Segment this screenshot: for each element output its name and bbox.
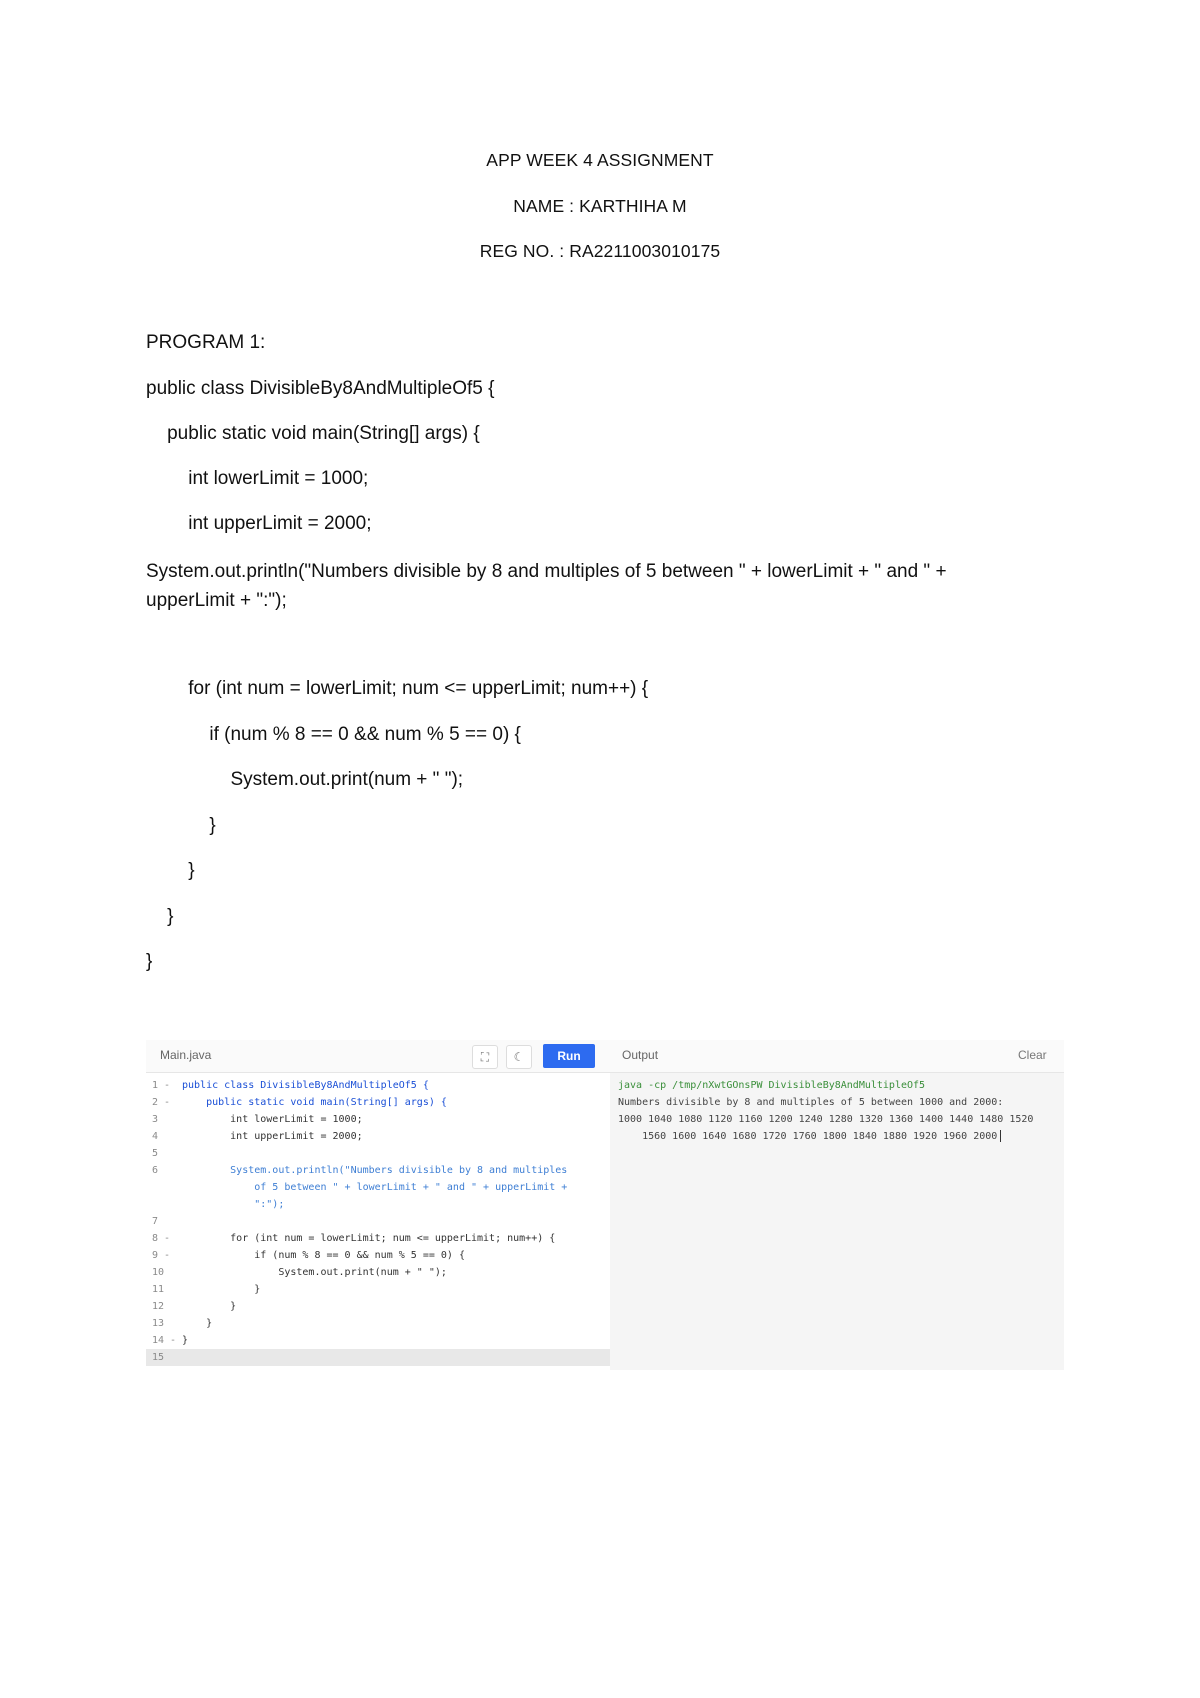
editor-line: 9 - if (num % 8 == 0 && num % 5 == 0) { — [152, 1250, 465, 1261]
editor-line-active: 15 — [146, 1349, 610, 1366]
editor-tab-title[interactable]: Main.java — [160, 1048, 212, 1062]
editor-line: 13 } — [152, 1318, 213, 1329]
ide-toolbar — [146, 1040, 1064, 1073]
output-title: Output — [622, 1048, 659, 1062]
editor-line: 1 - public class DivisibleBy8AndMultipleOf5 { — [152, 1080, 429, 1091]
code-line-10: } — [146, 860, 195, 881]
output-line: 1000 1040 1080 1120 1160 1200 1240 1280 1320 1360 1400 1440 1480 1520 — [618, 1114, 1034, 1125]
text-cursor — [1000, 1130, 1001, 1142]
output-command: java -cp /tmp/nXwtGOnsPW DivisibleBy8AndMultipleOf5 — [618, 1080, 926, 1091]
moon-icon[interactable]: ☾ — [506, 1045, 532, 1069]
code-line-11: } — [146, 906, 174, 927]
code-line-5: System.out.println("Numbers divisible by 8 and multiples of 5 between " + lowerLimit + " and " + upperLimit + ":"); — [146, 561, 947, 611]
student-name: NAME : KARTHIHA M — [513, 196, 687, 216]
ide-screenshot — [146, 1040, 1064, 1370]
code-line-3: int lowerLimit = 1000; — [146, 468, 369, 489]
editor-line: 14 - } — [152, 1335, 189, 1346]
editor-line: 10 System.out.print(num + " "); — [152, 1267, 447, 1278]
code-line-9: } — [146, 815, 216, 836]
code-line-4: int upperLimit = 2000; — [146, 513, 372, 534]
editor-line: 5 — [152, 1148, 159, 1159]
code-line-7: if (num % 8 == 0 && num % 5 == 0) { — [146, 724, 521, 745]
code-line-6: for (int num = lowerLimit; num <= upperLimit; num++) { — [146, 678, 649, 699]
editor-line: 6 System.out.println("Numbers divisible by 8 and multiples — [152, 1165, 568, 1176]
reg-number: REG NO. : RA2211003010175 — [479, 241, 721, 261]
code-line-12: } — [146, 951, 153, 972]
program-label: PROGRAM 1: — [146, 332, 266, 353]
doc-title: APP WEEK 4 ASSIGNMENT — [486, 150, 714, 170]
code-line-8: System.out.print(num + " "); — [146, 769, 464, 790]
output-panel — [610, 1073, 1064, 1370]
code-line-1: public class DivisibleBy8AndMultipleOf5 { — [146, 378, 495, 399]
editor-line: 4 int upperLimit = 2000; — [152, 1131, 363, 1142]
code-line-2: public static void main(String[] args) { — [146, 423, 480, 444]
output-line-last: 1560 1600 1640 1680 1720 1760 1800 1840 1880 1920 1960 2000 — [618, 1128, 1001, 1145]
editor-line: of 5 between " + lowerLimit + " and " + upperLimit + — [182, 1182, 568, 1193]
expand-icon[interactable]: ⛶ — [472, 1045, 498, 1069]
output-line: Numbers divisible by 8 and multiples of 5 between 1000 and 2000: — [618, 1097, 1004, 1108]
code-editor[interactable] — [146, 1073, 610, 1370]
clear-button[interactable]: Clear — [1018, 1048, 1047, 1062]
run-button[interactable]: Run — [543, 1044, 595, 1068]
editor-line: 3 int lowerLimit = 1000; — [152, 1114, 363, 1125]
editor-line: ":"); — [182, 1199, 285, 1210]
editor-line: 7 — [152, 1216, 159, 1227]
editor-line: 12 } — [152, 1301, 237, 1312]
editor-line: 2 - public static void main(String[] args) { — [152, 1097, 447, 1108]
editor-line: 11 } — [152, 1284, 261, 1295]
editor-line: 8 - for (int num = lowerLimit; num <= upperLimit; num++) { — [152, 1233, 556, 1244]
